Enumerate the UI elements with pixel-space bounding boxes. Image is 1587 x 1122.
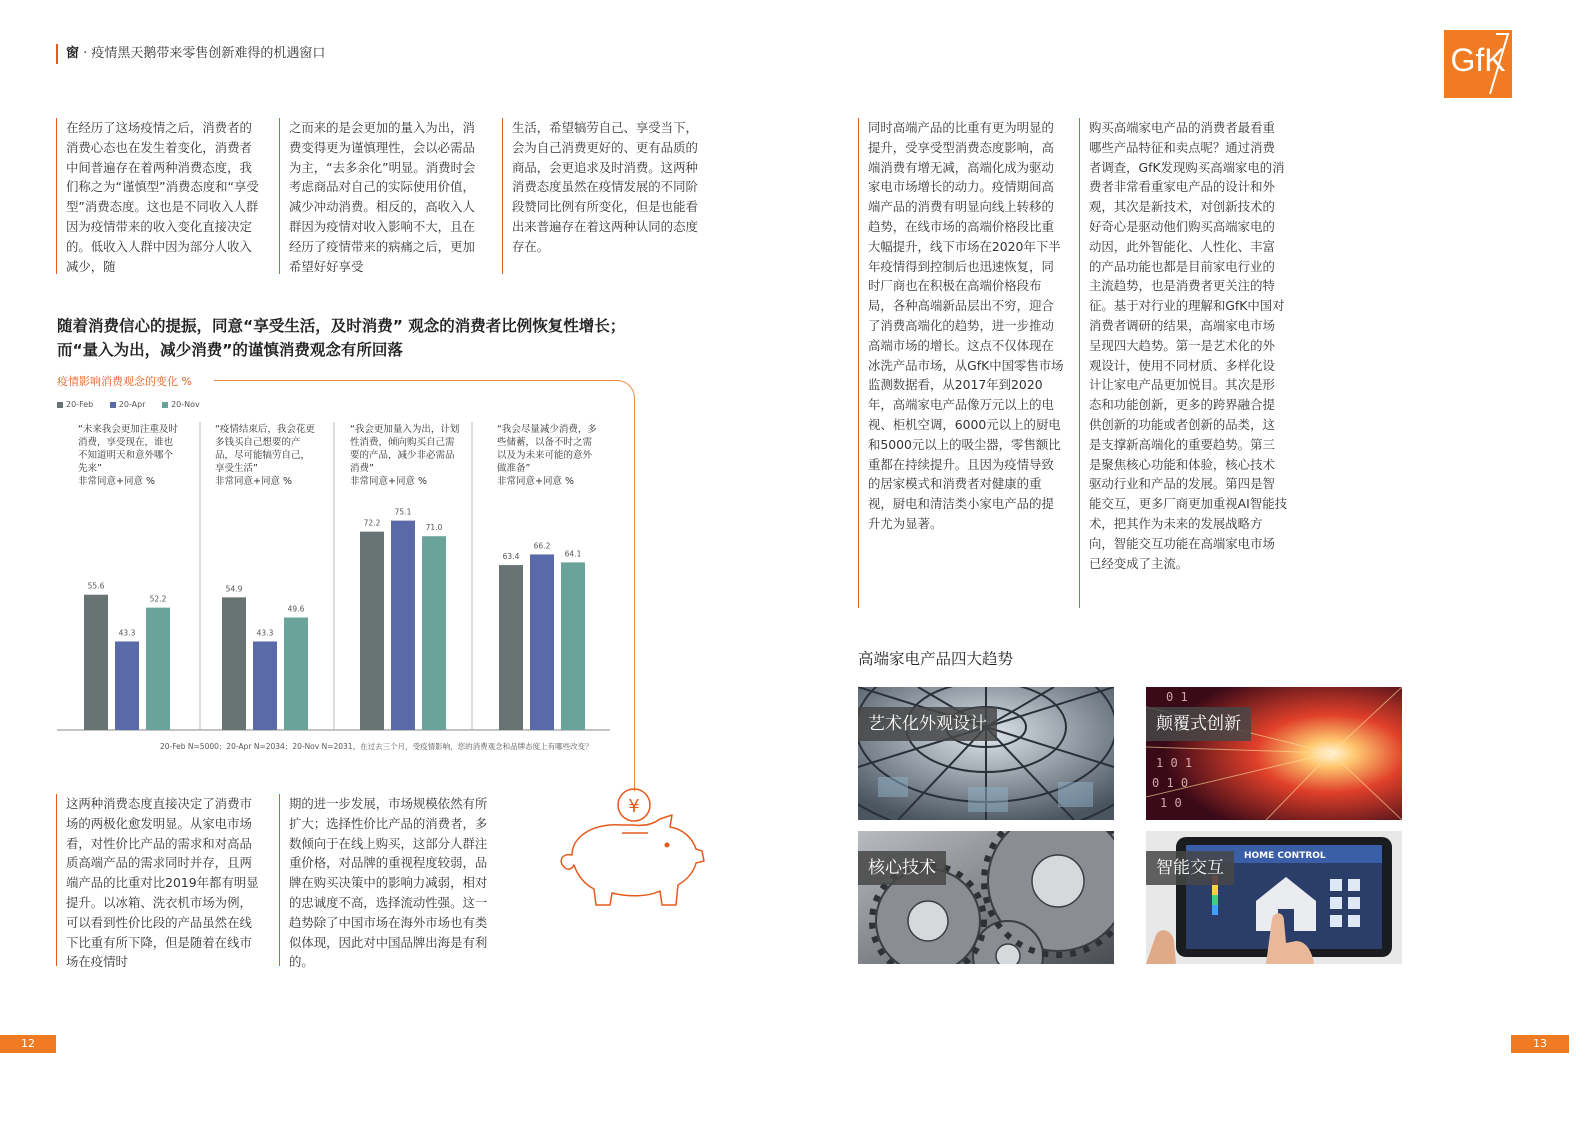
- tile-label-innovation: 颠覆式创新: [1146, 707, 1251, 741]
- tile-label-smart: 智能交互: [1146, 851, 1234, 885]
- right-text-2: 购买高端家电产品的消费者最看重哪些产品特征和卖点呢？通过消费者调查，GfK发现购买高端家电的消费者非常看重家电产品的设计和外观，其次是新技术，对创新技术的好奇心是驱动他们购买高端家电的动因，此外智能化、人性化、丰富的产品功能也都是目前家电行业的主流趋势，也是消费者更关注的特征。基于对行业的理解和GfK中国对消费者调研的结果，高端家电市场呈现四大趋势。第一是艺术化的外观设计，使用不同材质、多样化设计让家电产品更加悦目。其次是形态和功能创新，更多的跨界融合提供创新的功能或者创新的品类，这是支撑新高端化的重要趋势。第三是聚焦核心功能和体验，核心技术驱动行业和产品的发展。第四是智能交互，更多厂商更加重视AI智能技术，把其作为未来的发展战略方向，智能交互功能在高端家电市场已经变成了主流。: [1089, 120, 1287, 571]
- legend-item-apr: 20-Apr: [110, 400, 146, 409]
- svg-text:0 1 0: 0 1 0: [1152, 776, 1189, 790]
- bar-label-20-Nov-cat4: 64.1: [564, 549, 582, 559]
- headline-line-2: 而“量入为出，减少消费”的谨慎消费观念有所回落: [57, 341, 403, 359]
- header-icon: 窗: [66, 46, 80, 61]
- headline-line-1: 随着消费信心的提振，同意“享受生活，及时消费” 观念的消费者比例恢复性增长；: [57, 317, 626, 335]
- header-title: · 疫情黑天鹅带来零售创新难得的机遇窗口: [83, 46, 326, 61]
- intro-text-3: 生活，希望犒劳自己、享受当下，会为自己消费更好的、更有品质的商品，会更追求及时消费。这两种消费态度虽然在疫情发展的不同阶段赞同比例有所变化，但是也能看出来普遍存在着这两种认同的态度存在。: [512, 120, 698, 254]
- page-number-right: 13: [1511, 1035, 1569, 1053]
- logo-stroke-icon: [1444, 30, 1512, 98]
- bottom-column-1: [56, 794, 262, 970]
- bar-20-Nov-cat2: [284, 618, 308, 730]
- bar-label-20-Feb-cat1: 55.6: [87, 581, 105, 591]
- chart-title: 疫情影响消费观念的变化 %: [57, 375, 192, 388]
- bottom-text-2: 期的进一步发展，市场规模依然有所扩大；选择性价比产品的消费者，多数倾向于在线上购买，这部分人群注重价格，对品牌的重视程度较弱，品牌在购买决策中的影响力减弱，相对的忠诚度不高，选择流动性强。这一趋势除了中国市场在海外市场也有类似体现，因此对中国品牌出海是有利的。: [289, 796, 488, 970]
- svg-text:0 1: 0 1: [1166, 690, 1188, 704]
- bar-label-20-Feb-cat3: 72.2: [363, 518, 381, 528]
- tablet-caption: HOME CONTROL: [1244, 851, 1326, 861]
- bar-20-Apr-cat2: [253, 641, 277, 730]
- right-text-1: 同时高端产品的比重有更为明显的提升，受享受型消费态度影响，高端消费有增无减，高端化成为驱动家电市场增长的动力。疫情期间高端产品的消费有明显向线上转移的趋势，在线市场的高端价格段比重大幅提升，线下市场在2020年下半年疫情得到控制后也迅速恢复，同时厂商也在积极在高端价格段布局，各种高端新品层出不穷，迎合了消费高端化的趋势，进一步推动高端市场的增长。这点不仅体现在冰洗产品市场，从GfK中国零售市场监测数据看，从2017年到2020年，高端家电产品像万元以上的电视、柜机空调，6000元以上的厨电和5000元以上的吸尘器，零售额比重都在持续提升。且因为疫情导致的居家模式和消费者对健康的重视，厨电和清洁类小家电产品的提升尤为显著。: [868, 120, 1064, 531]
- category-label-1: “未来我会更加注重及时消费，享受现在，谁也不知道明天和意外哪个先来” 非常同意+同意 %: [78, 424, 178, 487]
- svg-text:1 0 1: 1 0 1: [1156, 756, 1193, 770]
- bar-20-Apr-cat1: [115, 641, 139, 730]
- legend-item-nov: 20-Nov: [162, 400, 200, 409]
- gfk-logo: [1444, 30, 1512, 98]
- category-label-3: “我会更加量入为出，计划性消费，倾向购买自己需要的产品，减少非必需品消费” 非常同意+同意 %: [350, 424, 460, 487]
- right-page: [794, 0, 1587, 1122]
- page-number-left: 12: [0, 1035, 56, 1053]
- piggy-bank-icon: [552, 785, 712, 915]
- bar-label-20-Nov-cat1: 52.2: [149, 594, 167, 604]
- bar-label-20-Nov-cat3: 71.0: [425, 523, 443, 533]
- bar-20-Apr-cat3: [391, 521, 415, 730]
- right-column-2: [1079, 118, 1287, 608]
- intro-text-2: 之而来的是会更加的量入为出，消费变得更为谨慎理性，会以必需品为主，“去多余化”明显。消费时会考虑商品对自己的实际使用价值，减少冲动消费。相反的，高收入人群因为疫情对收入影响不大，且在经历了疫情带来的病痛之后，更加希望好好享受: [289, 120, 476, 274]
- bar-label-20-Apr-cat1: 43.3: [118, 628, 136, 638]
- tile-smart-interaction: [1146, 831, 1402, 964]
- tile-art-design: [858, 687, 1114, 820]
- bar-label-20-Feb-cat2: 54.9: [225, 584, 243, 594]
- tile-innovation: [1146, 687, 1402, 820]
- bottom-column-2: [279, 794, 497, 970]
- tile-core-tech: [858, 831, 1114, 964]
- bar-label-20-Feb-cat4: 63.4: [502, 552, 520, 562]
- bar-20-Feb-cat2: [222, 597, 246, 730]
- left-page: [0, 0, 793, 1122]
- tile-label-art: 艺术化外观设计: [858, 707, 997, 741]
- bottom-text-1: 这两种消费态度直接决定了消费市场的两极化愈发明显。从家电市场看，对性价比产品的需求和对高品质高端产品的需求同时并存，且两端产品的比重对比2019年都有明显提升。以冰箱、洗衣机市场为例，可以看到性价比段的产品虽然在线下比重有所下降，但是随着在线市场在疫情时: [66, 796, 259, 970]
- bar-label-20-Apr-cat4: 66.2: [533, 541, 551, 551]
- bar-label-20-Nov-cat2: 49.6: [287, 604, 305, 614]
- bar-label-20-Apr-cat2: 43.3: [256, 628, 274, 638]
- bar-20-Nov-cat3: [422, 536, 446, 730]
- chart-note: 20-Feb N=5000；20-Apr N=2034；20-Nov N=2031。在过去三个月，受疫情影响，您的消费观念和品牌态度上有哪些改变？: [160, 742, 593, 751]
- bar-20-Feb-cat3: [360, 532, 384, 730]
- intro-text-1: 在经历了这场疫情之后，消费者的消费心态也在发生着变化，消费者中间普遍存在着两种消费态度，我们称之为“谨慎型”消费态度和“享受型”消费态度。这也是不同收入人群因为疫情带来的收入变化直接决定的。低收入人群中因为部分人收入减少，随: [66, 120, 259, 274]
- bar-20-Nov-cat4: [561, 562, 585, 730]
- bar-20-Feb-cat1: [84, 595, 108, 730]
- section-title: 高端家电产品四大趋势: [858, 650, 1014, 668]
- category-label-2: “疫情结束后，我会花更多钱买自己想要的产品，尽可能犒劳自己，享受生活” 非常同意+同意 %: [215, 424, 315, 487]
- tile-label-core: 核心技术: [858, 851, 946, 885]
- category-label-4: “我会尽量减少消费，多些储蓄，以备不时之需以及为未来可能的意外做准备” 非常同意+同意 %: [497, 424, 597, 487]
- right-column-1: [858, 118, 1064, 608]
- bar-20-Feb-cat4: [499, 565, 523, 730]
- legend-item-feb: 20-Feb: [57, 400, 93, 409]
- pig-coin-symbol: ¥: [628, 796, 640, 817]
- bar-20-Apr-cat4: [530, 554, 554, 730]
- bar-20-Nov-cat1: [146, 608, 170, 730]
- svg-text:1 0: 1 0: [1160, 796, 1182, 810]
- bar-label-20-Apr-cat3: 75.1: [394, 507, 412, 517]
- gfk-logo-text: GfK: [1450, 42, 1506, 78]
